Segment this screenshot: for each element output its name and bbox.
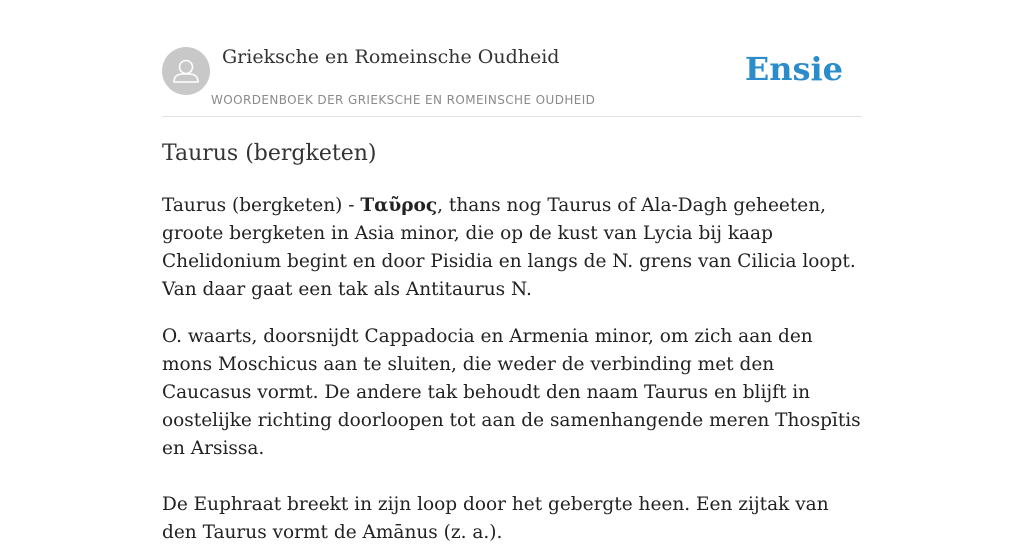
article (162, 138, 862, 547)
greek-term: Ταῦρος (360, 195, 438, 216)
page-header (162, 46, 862, 117)
person-outline-icon (162, 47, 210, 95)
article-paragraph (162, 192, 862, 304)
source-subtitle: WOORDENBOEK DER GRIEKSCHE EN ROMEINSCHE OUDHEID (211, 93, 596, 107)
source-title[interactable]: Grieksche en Romeinsche Oudheid (222, 46, 560, 68)
user-avatar-icon[interactable] (162, 47, 210, 95)
ensie-logo-link[interactable]: Ensie (744, 50, 843, 88)
paragraph-lead: Taurus (bergketen) - (162, 195, 361, 216)
article-paragraph: O. waarts, doorsnijdt Cappadocia en Armenia minor, om zich aan den mons Moschicus aan te sluiten, die weder de verbinding met den Caucasus vormt. De andere tak behoudt den naam Taurus en blijft in oostelijke richting doorloopen tot aan de samenhangende meren Thospītis en Arsissa. (162, 326, 861, 459)
article-paragraph: De Euphraat breekt in zijn loop door het gebergte heen. Een zijtak van den Taurus vormt de Amānus (z. a.). (162, 494, 829, 543)
article-title: Taurus (bergketen) (162, 141, 377, 166)
paragraph-text: , thans nog Taurus of Ala-Dagh geheeten, groote bergketen in Asia minor, die op de kust van Lycia bij kaap Chelidonium begint en door Pisidia en langs de N. grens van Cilicia loopt. Van daar gaat een tak als Antitaurus N. (162, 195, 856, 300)
